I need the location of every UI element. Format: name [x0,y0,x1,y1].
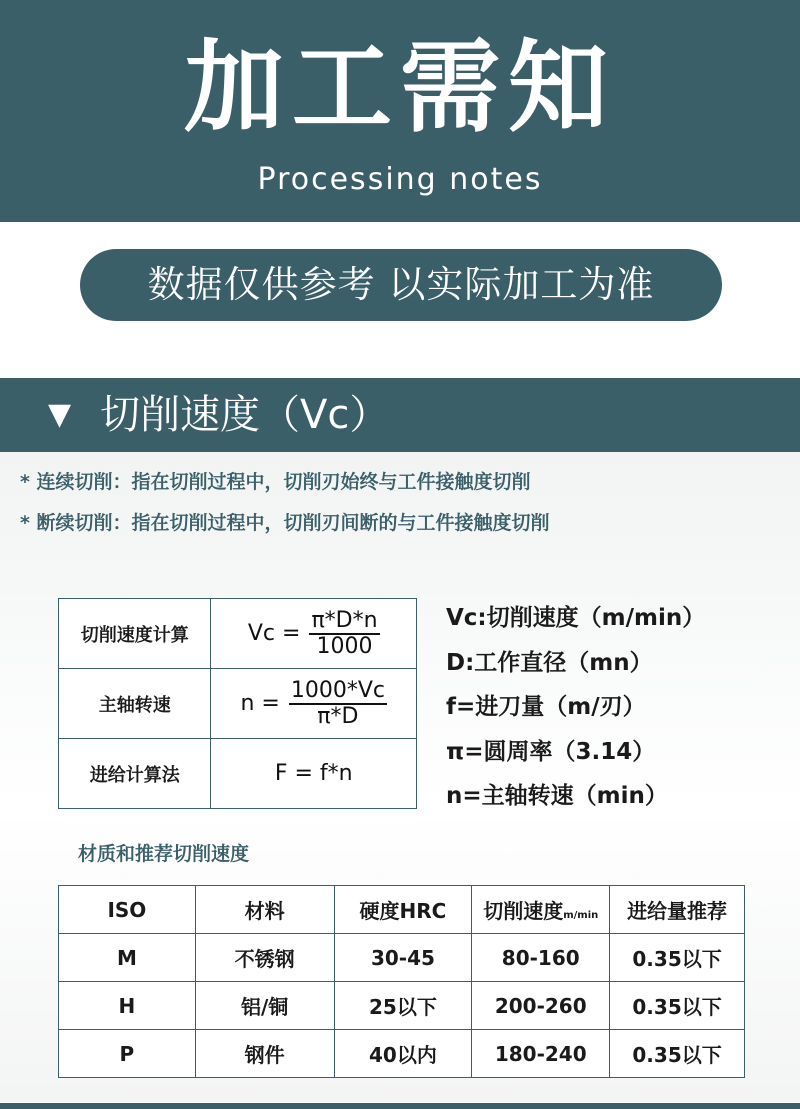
variable-definitions [446,596,705,819]
table-cell: M [59,934,196,982]
formula-row [59,669,417,739]
table-header-row [59,886,745,934]
table-cell: 180-240 [472,1030,610,1078]
column-header: 材料 [195,886,334,934]
formula-expression: F = f*n [211,739,417,809]
formula-cell [211,599,417,669]
column-header-speed [472,886,610,934]
formula-row [59,599,417,669]
formula-denominator: π*D [317,703,359,729]
table-row [59,934,745,982]
formula-numerator: 1000*Vc [290,677,385,703]
table-cell: 铝/铜 [195,982,334,1030]
triangle-down-icon: ▼ [48,397,72,432]
formula-lhs: Vc = [247,621,301,646]
table-cell: 0.35以下 [610,1030,745,1078]
page-subtitle: Processing notes [257,162,543,197]
formula-denominator: 1000 [316,633,373,659]
table-row [59,1030,745,1078]
formula-name: 主轴转速 [59,669,211,739]
bottom-divider [0,1103,800,1109]
definition-item: f=进刀量（m/刃） [446,694,646,720]
speed-unit: m/min [563,910,599,921]
bullet-interrupted-cutting: * 断续切削：指在切削过程中，切削刃间断的与工件接触度切削 [20,512,550,534]
material-table [58,885,745,1078]
column-header: 硬度HRC [334,886,472,934]
formula-cell [211,669,417,739]
notice-pill: 数据仅供参考 以实际加工为准 [80,249,722,321]
column-header: 切削速度 [483,899,564,923]
table-cell: 40以内 [334,1030,472,1078]
table-cell: H [59,982,196,1030]
formula-row [59,739,417,809]
definition-item: Vc:切削速度（m/min） [446,605,706,631]
table-cell: P [59,1030,196,1078]
definition-item: π=圆周率（3.14） [446,738,656,765]
page-title: 加工需知 [184,29,616,146]
formula-name: 进给计算法 [59,739,211,809]
table-cell: 0.35以下 [610,982,745,1030]
column-header: 进给量推荐 [610,886,745,934]
column-header: ISO [59,886,196,934]
bullet-continuous-cutting: * 连续切削：指在切削过程中，切削刃始终与工件接触度切削 [20,471,531,493]
section-header [0,378,800,452]
table-cell: 钢件 [195,1030,334,1078]
definition-item: n=主轴转速（min） [446,783,668,809]
section-title: 切削速度（Vc） [100,392,390,438]
header-banner [0,0,800,222]
table-row [59,982,745,1030]
formula-table [58,598,417,809]
formula-name: 切削速度计算 [59,599,211,669]
formula-fraction [309,609,379,659]
table-cell: 不锈钢 [195,934,334,982]
table-cell: 0.35以下 [610,934,745,982]
formula-lhs: n = [240,691,280,716]
table-cell: 25以下 [334,982,472,1030]
table-cell: 200-260 [472,982,610,1030]
formula-fraction [289,679,387,729]
table-cell: 30-45 [334,934,472,982]
formula-numerator: π*D*n [311,607,378,633]
table-cell: 80-160 [472,934,610,982]
material-table-title: 材质和推荐切削速度 [78,843,250,865]
definition-item: D:工作直径（mn） [446,649,653,676]
